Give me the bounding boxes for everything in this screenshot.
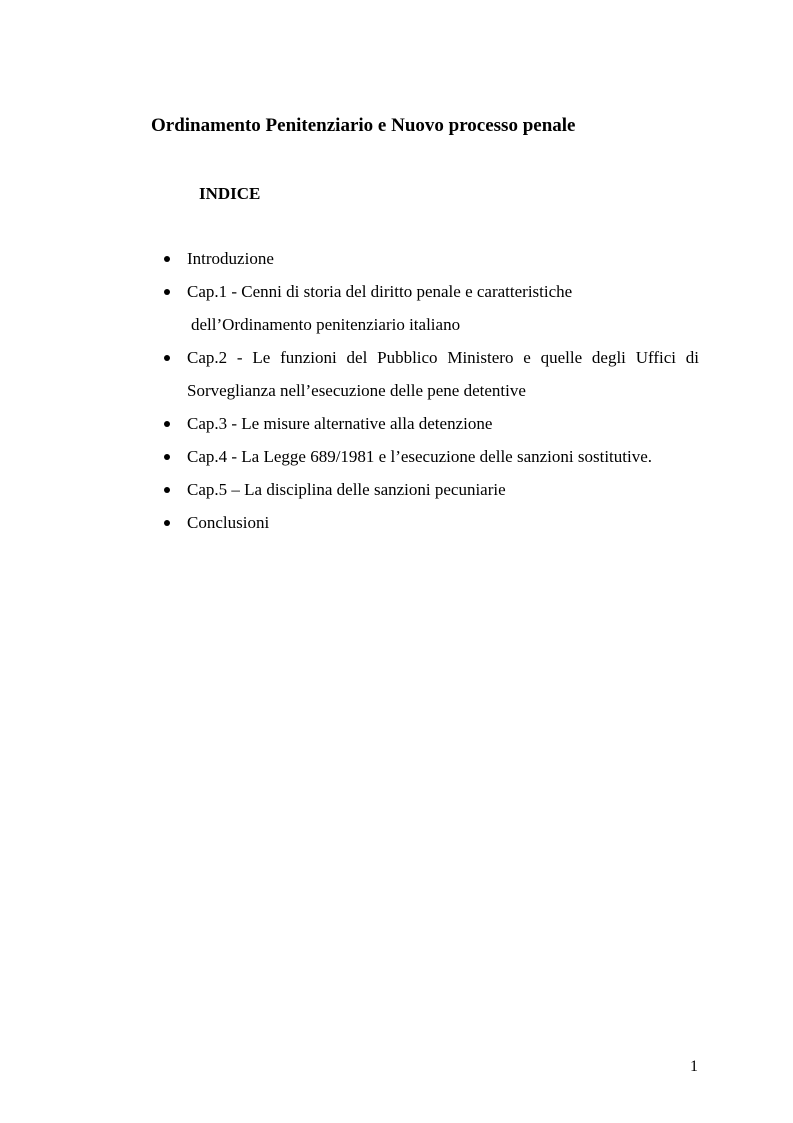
toc-item-cap5 xyxy=(0,479,793,501)
bullet-icon xyxy=(164,454,170,460)
toc-item-introduzione xyxy=(0,248,793,270)
bullet-icon xyxy=(164,487,170,493)
toc-entry xyxy=(187,347,699,402)
toc-line: dell’Ordinamento penitenziario italiano xyxy=(191,315,461,334)
toc-line: Conclusioni xyxy=(187,513,270,532)
bullet-icon xyxy=(164,256,170,262)
toc-line: Cap.4 - La Legge 689/1981 e l’esecuzione delle sanzioni sostitutive. xyxy=(187,447,653,466)
table-of-contents xyxy=(0,248,793,545)
toc-item-cap2 xyxy=(0,347,793,402)
toc-line: Cap.5 – La disciplina delle sanzioni pecuniarie xyxy=(187,480,506,499)
toc-item-cap1 xyxy=(0,281,793,336)
toc-entry xyxy=(187,479,699,501)
bullet-icon xyxy=(164,520,170,526)
toc-entry xyxy=(187,512,699,534)
toc-line: Cap.3 - Le misure alternative alla detenzione xyxy=(187,414,493,433)
toc-item-cap3 xyxy=(0,413,793,435)
toc-line: Cap.1 - Cenni di storia del diritto penale e caratteristiche xyxy=(187,282,573,301)
toc-item-conclusioni xyxy=(0,512,793,534)
index-heading: INDICE xyxy=(199,184,261,203)
toc-line: Sorveglianza nell’esecuzione delle pene detentive xyxy=(187,381,526,400)
toc-entry xyxy=(187,281,699,336)
bullet-icon xyxy=(164,355,170,361)
bullet-icon xyxy=(164,289,170,295)
toc-line: Introduzione xyxy=(187,249,274,268)
document-title: Ordinamento Penitenziario e Nuovo processo penale xyxy=(151,115,576,136)
toc-entry xyxy=(187,446,699,468)
toc-entry xyxy=(187,413,699,435)
toc-entry xyxy=(187,248,699,270)
toc-line: Cap.2 - Le funzioni del Pubblico Ministero e quelle degli Uffici di xyxy=(187,348,699,367)
toc-item-cap4 xyxy=(0,446,793,468)
page-number: 1 xyxy=(690,1058,698,1075)
bullet-icon xyxy=(164,421,170,427)
